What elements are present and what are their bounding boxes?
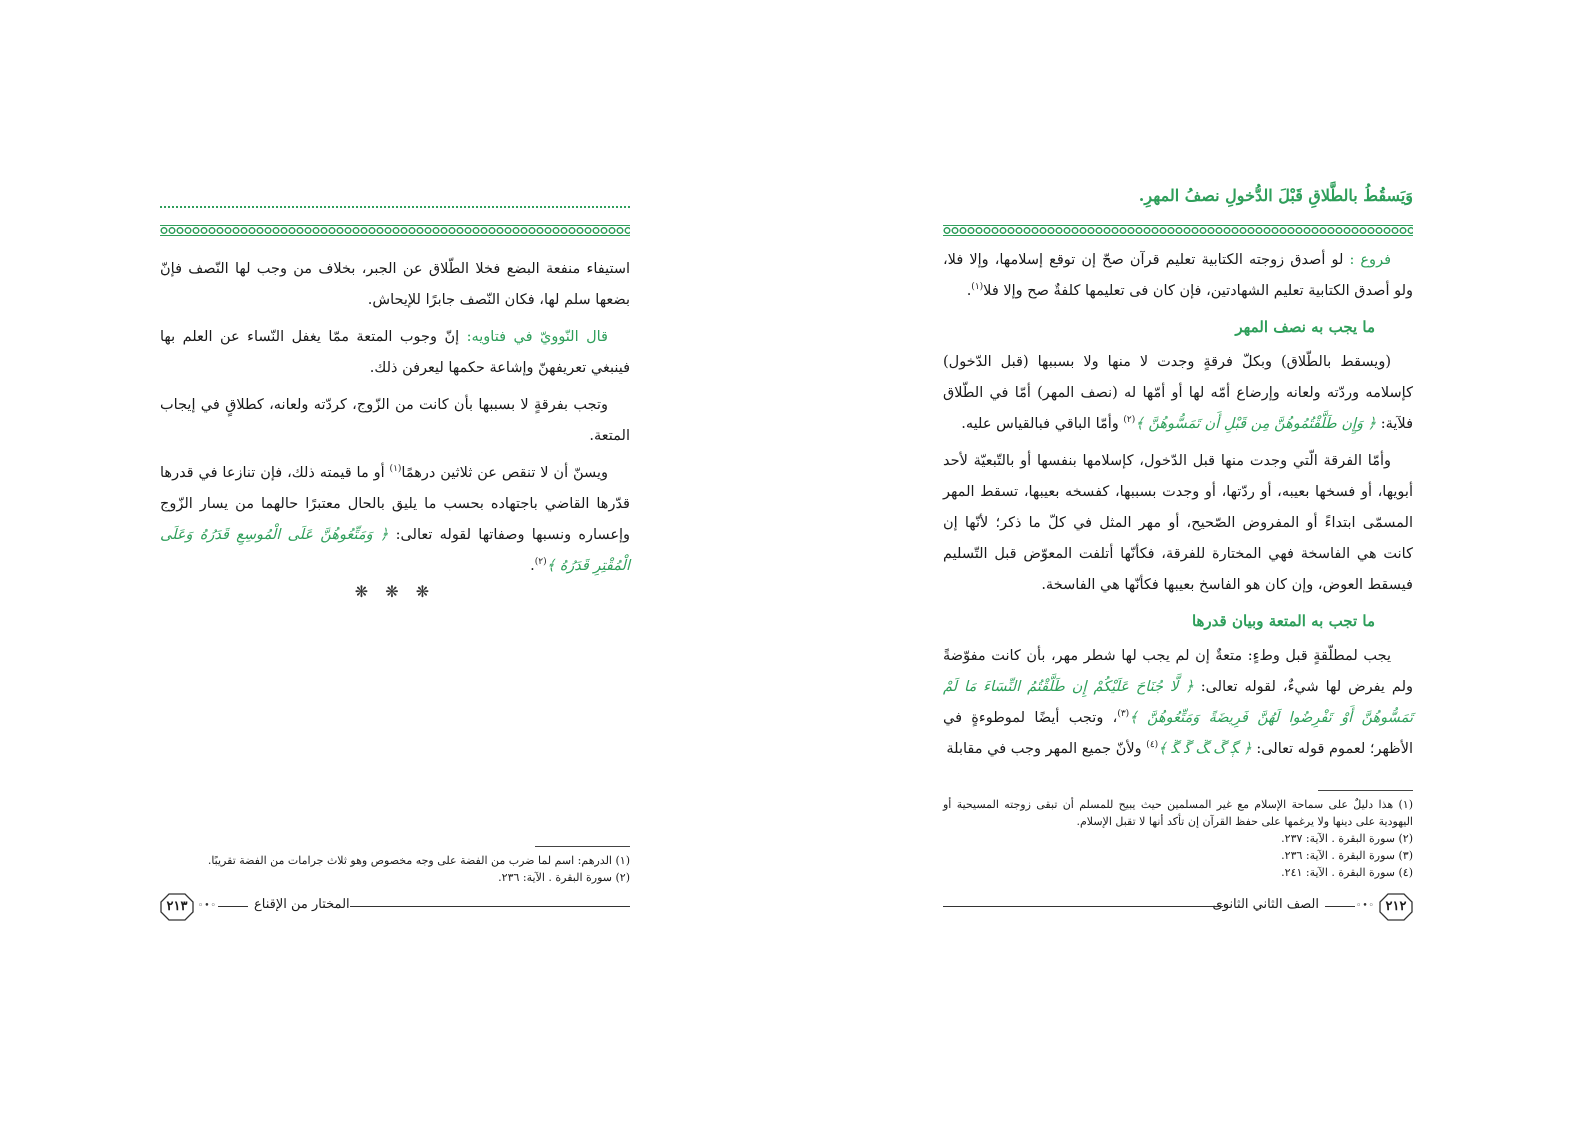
footnote-ref: (٢)	[1123, 415, 1136, 426]
header-ornament-band	[160, 225, 630, 236]
footnote-4: (٤) سورة البقرة . الآية: ٢٤١.	[1281, 866, 1413, 879]
page-footer	[943, 893, 1413, 923]
section-separator-stars: ❋ ❋ ❋	[354, 582, 436, 601]
nawawi-label: قال النّوويّ في فتاويه:	[466, 329, 608, 345]
paragraph-text: وأمّا الباقي فبالقياس عليه.	[961, 416, 1119, 432]
footer-rule-long	[350, 906, 630, 907]
page-footer	[160, 893, 630, 923]
header-ornament-band	[943, 225, 1413, 236]
paragraph-text: ، وتجب أيضًا لموطوءةٍ في الأظهر؛ لعموم قوله تعالى:	[943, 710, 1413, 757]
paragraph-text: .	[530, 558, 535, 574]
footnote-ref: (١)	[389, 464, 402, 475]
page-number-badge	[1379, 893, 1413, 921]
footer-ornament: ◦•◦	[198, 901, 217, 911]
left-body-text	[160, 254, 630, 588]
footnote-ref: (٣)	[1117, 709, 1130, 720]
right-footnotes	[943, 796, 1413, 881]
paragraph-text: يجب لمطلّقةٍ قبل وطءٍ: متعةٌ إن لم يجب لها شطر مهر، بأن كانت مفوّضةً ولم يفرض لها شيءٌ، لقوله تعالى:	[943, 648, 1414, 695]
paragraph-1: استيفاء منفعة البضع فخلا الطّلاق عن الجبر، بخلاف من وجب لها النّصف فإنّ بضعها سلم لها، فكان النّصف جابرًا للإيحاش.	[160, 261, 630, 308]
paragraph-text: أو ما قيمته ذلك، فإن تنازعا في قدرها قدّرها القاضي باجتهاده بحسب ما يليق بالحال معتبرًا حالهما من يسار الزّوج وإعساره ونسبها وصفاتها لقوله تعالى:	[160, 465, 631, 543]
footnote-1: (١) هذا دليلٌ على سماحة الإسلام مع غير المسلمين حيث يبيح للمسلم أن تبقى زوجته المسيحية أو اليهودية على دينها ولا يرغمها على حفظ القرآن إن تأكد أنها لا تقبل الإسلام.	[943, 798, 1413, 828]
intro-paragraph: فروع : لو أصدق زوجته الكتابية تعليم قرآن صحّ إن توقع إسلامها، وإلا فلا، ولو أصدق الكتابية تعليم الشهادتين، فإن كان فى تعليمها كلفةٌ صح وإلا فلا$^{(١)}$.	[943, 252, 1413, 299]
paragraph-3	[943, 641, 1413, 765]
footnote-2: (٢) سورة البقرة . الآية: ٢٣٦.	[498, 871, 630, 884]
footer-rule-long	[943, 906, 1223, 907]
footnote-ref: (٢)	[534, 557, 547, 568]
footer-ornament: ◦•◦	[1356, 901, 1375, 911]
page-number: ٢١٢	[1385, 899, 1407, 914]
footer-book-label: الصف الثاني الثانوى	[1212, 897, 1319, 912]
page-header-title: وَيَسقُطُ بالطَّلاقِ قَبْلَ الدُّخولِ نصفُ المهرِ.	[1138, 186, 1413, 205]
paragraph-text: ويسنّ أن لا تنقص عن ثلاثين درهمًا	[401, 465, 609, 481]
intro-label: فروع :	[1349, 252, 1391, 268]
paragraph-2: وأمّا الفرقة الّتي وجدت منها قبل الدّخول، كإسلامها بنفسها أو بالتّبعيّة لأحد أبويها، أو فسخها بعيبه، أو ردّتها، أو وجدت بسببها، كفسخه بعيبها، تسقط المهر المسمّى ابتداءً أو المفروض الصّحيح، أو مهر المثل في كلّ ما ذكر؛ لأنّها إن كانت هي الفاسخة فهي المختارة للفرقة، فكأنّها أتلفت المعوّض قبل التّسليم فيسقط العوض، وإن كان هو الفاسخ بعيبها فكأنّها هي الفاسخة.	[943, 453, 1413, 593]
section-heading-mutah: ما تجب به المتعة وبيان قدرها	[1191, 612, 1375, 630]
footnote-1: (١) الدرهم: اسم لما ضرب من الفضة على وجه مخصوص وهو ثلاث جرامات من الفضة تقريبًا.	[207, 854, 630, 867]
header-dotted-rule	[160, 200, 630, 208]
footer-book-label: المختار من الإقناع	[254, 897, 350, 912]
footnote-ref: (١)	[971, 282, 984, 293]
paragraph-4	[160, 458, 630, 582]
quran-verse: ﴿ لَّا جُنَاحَ عَلَيْكُمْ إِن طَلَّقْتُمُ النِّسَاءَ مَا لَمْ تَمَسُّوهُنَّ أَوْ تَفْرِضُوا لَهُنَّ فَرِيضَةً وَمَتِّعُوهُنَّ ﴾	[943, 679, 1413, 726]
footer-rule-short	[1325, 906, 1355, 907]
paragraph-2	[160, 322, 630, 384]
paragraph-text: (ويسقط بالطّلاق) وبكلّ فرقةٍ وجدت لا منها ولا بسببها (قبل الدّخول) كإسلامه وردّته ولعانه وإرضاع أمّه لها أو أمّها له (نصف المهر) أمّا في الطّلاق فلآية:	[943, 354, 1413, 432]
footnote-2: (٢) سورة البقرة . الآية: ٢٣٧.	[1281, 832, 1413, 845]
paragraph-3: وتجب بفرقةٍ لا بسببها بأن كانت من الزّوج، كردّته ولعانه، كطلاقٍ في إيجاب المتعة.	[160, 397, 630, 444]
quran-verse: ﴿ ﮙ ﮚ ﮛ ﮜ ﮝ ﴾	[1158, 741, 1252, 757]
quran-verse: ﴿ وَإِن طَلَّقْتُمُوهُنَّ مِن قَبْلِ أَن تَمَسُّوهُنَّ ﴾	[1135, 416, 1377, 432]
quran-verse: ﴿ وَمَتِّعُوهُنَّ عَلَى الْمُوسِعِ قَدَرُهُ وَعَلَى الْمُقْتِرِ قَدَرُهُ ﴾	[160, 527, 630, 574]
page-number: ٢١٣	[166, 899, 188, 914]
section-heading-half-dowry: ما يجب به نصف المهر	[1235, 318, 1375, 336]
intro-text: لو أصدق زوجته الكتابية تعليم قرآن صحّ إن توقع إسلامها، وإلا فلا، ولو أصدق الكتابية تعليم الشهادتين، فإن كان فى تعليمها كلفةٌ صح وإلا فلا	[943, 252, 1413, 299]
paragraph-text: إنّ وجوب المتعة ممّا يغفل النّساء عن العلم بها فينبغي تعريفهنّ وإشاعة حكمها ليعرفن ذلك.	[160, 329, 630, 376]
paragraph-text: ولأنّ جميع المهر وجب في مقابلة	[946, 741, 1142, 757]
footnote-rule	[535, 846, 630, 847]
paragraph-1	[943, 347, 1413, 440]
left-footnotes	[160, 852, 630, 886]
footnote-ref: (٤)	[1146, 740, 1159, 751]
right-body-text	[943, 245, 1413, 771]
page-number-badge	[160, 893, 194, 921]
footer-rule-short	[218, 906, 248, 907]
footnote-3: (٣) سورة البقرة . الآية: ٢٣٦.	[1281, 849, 1413, 862]
footnote-rule	[1318, 790, 1413, 791]
